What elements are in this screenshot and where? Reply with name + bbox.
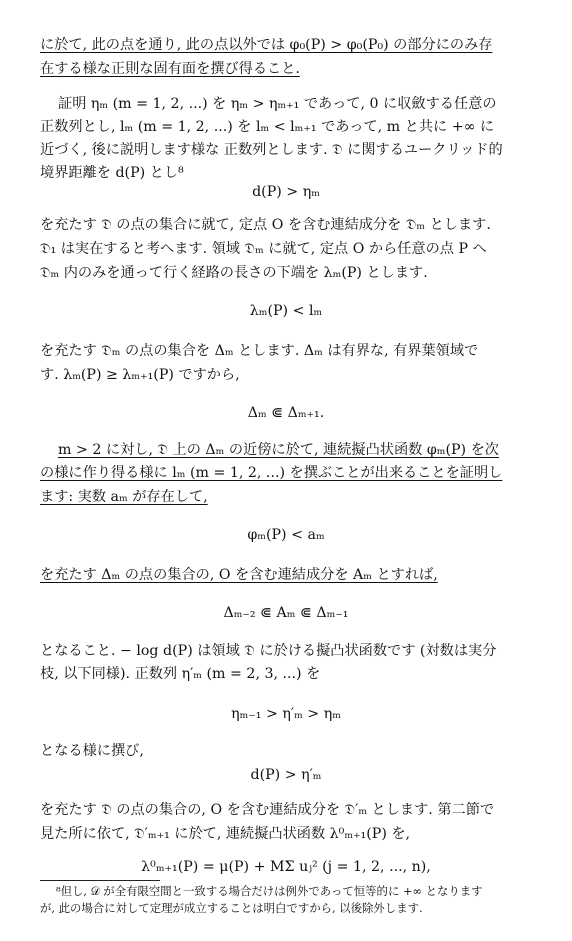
paragraph-line: 近づく, 後に説明します様な 正数列とします. 𝔇 に関するユークリッド的 [40, 142, 503, 158]
display-equation: d(P) > ηₘ [252, 184, 320, 200]
paragraph-line: を充たす 𝔇 の点の集合の, O を含む連結成分を 𝔇′ₘ とします. 第二節で [40, 802, 495, 818]
paragraph-line: を充たす 𝔇 の点の集合に就て, 定点 O を含む連結成分を 𝔇ₘ とします. [40, 217, 491, 233]
display-equation: Δₘ₋₂ ⋐ Aₘ ⋐ Δₘ₋₁ [223, 605, 349, 621]
paragraph-line: となる様に撰び, [40, 743, 144, 759]
paragraph-line: 枝, 以下同様). 正数列 η′ₘ (m = 2, 3, ...) を [40, 666, 321, 682]
display-equation: d(P) > η′ₘ [250, 767, 322, 783]
display-equation: λₘ(P) < lₘ [249, 303, 323, 319]
paragraph-line: す. λₘ(P) ≥ λₘ₊₁(P) ですから, [40, 367, 240, 383]
display-equation: λ⁰ₘ₊₁(P) = μ(P) + MΣ uⱼ² (j = 1, 2, ..., n), [141, 859, 431, 875]
footnote-line: が, 此の場合に対して定理が成立することは明白ですから, 以後除外します. [40, 901, 423, 915]
paragraph-line: 境界距離を d(P) とし⁸ [40, 165, 184, 181]
paragraph-line: に於て, 此の点を通り, 此の点以外では φ₀(P) > φ₀(P₀) の部分にのみ存 [40, 37, 493, 53]
proof-heading-line: 証明 ηₘ (m = 1, 2, ...) を ηₘ > ηₘ₊₁ であって, 0 に収斂する任意の [58, 96, 497, 112]
footnote-rule [40, 880, 160, 881]
paragraph-line: ます: 実数 aₘ が存在して, [40, 489, 208, 505]
paragraph-line: の様に作り得る様に lₘ (m = 1, 2, ...) を撰ぶことが出来ることを証明し [40, 465, 503, 481]
paragraph-line: m > 2 に対し, 𝔇 上の Δₘ の近傍に於て, 連続擬凸状函数 φₘ(P) を次 [58, 442, 499, 458]
footnote-line: ⁸但し, 𝒟 が全有限空間と一致する場合だけは例外であって恒等的に +∞ となります [56, 884, 483, 898]
paragraph-line: 𝔇ₘ 内のみを通って行く経路の長さの下端を λₘ(P) とします. [40, 265, 428, 281]
paragraph-line: を充たす Δₘ の点の集合の, O を含む連結成分を Aₘ とすれば, [40, 567, 438, 583]
paragraph-line: 見た所に依て, 𝔇′ₘ₊₁ に於て, 連続擬凸状函数 λ⁰ₘ₊₁(P) を, [40, 826, 411, 842]
paragraph-line: となること. − log d(P) は領域 𝔇 に於ける擬凸状函数です (対数は実分 [40, 643, 497, 659]
paragraph-line: 𝔇₁ は実在すると考へます. 領域 𝔇ₘ に就て, 定点 O から任意の点 P へ [40, 241, 487, 257]
paragraph-line: 正数列とし, lₘ (m = 1, 2, ...) を lₘ < lₘ₊₁ であって, m と共に +∞ に [40, 119, 495, 135]
display-equation: Δₘ ⋐ Δₘ₊₁. [247, 405, 325, 421]
paragraph-line: 在する様な正則な固有面を撰び得ること. [40, 61, 300, 77]
display-equation: ηₘ₋₁ > η′ₘ > ηₘ [231, 706, 341, 722]
paragraph-line: を充たす 𝔇ₘ の点の集合を Δₘ とします. Δₘ は有界な, 有界葉領域で [40, 343, 479, 359]
display-equation: φₘ(P) < aₘ [247, 527, 325, 543]
